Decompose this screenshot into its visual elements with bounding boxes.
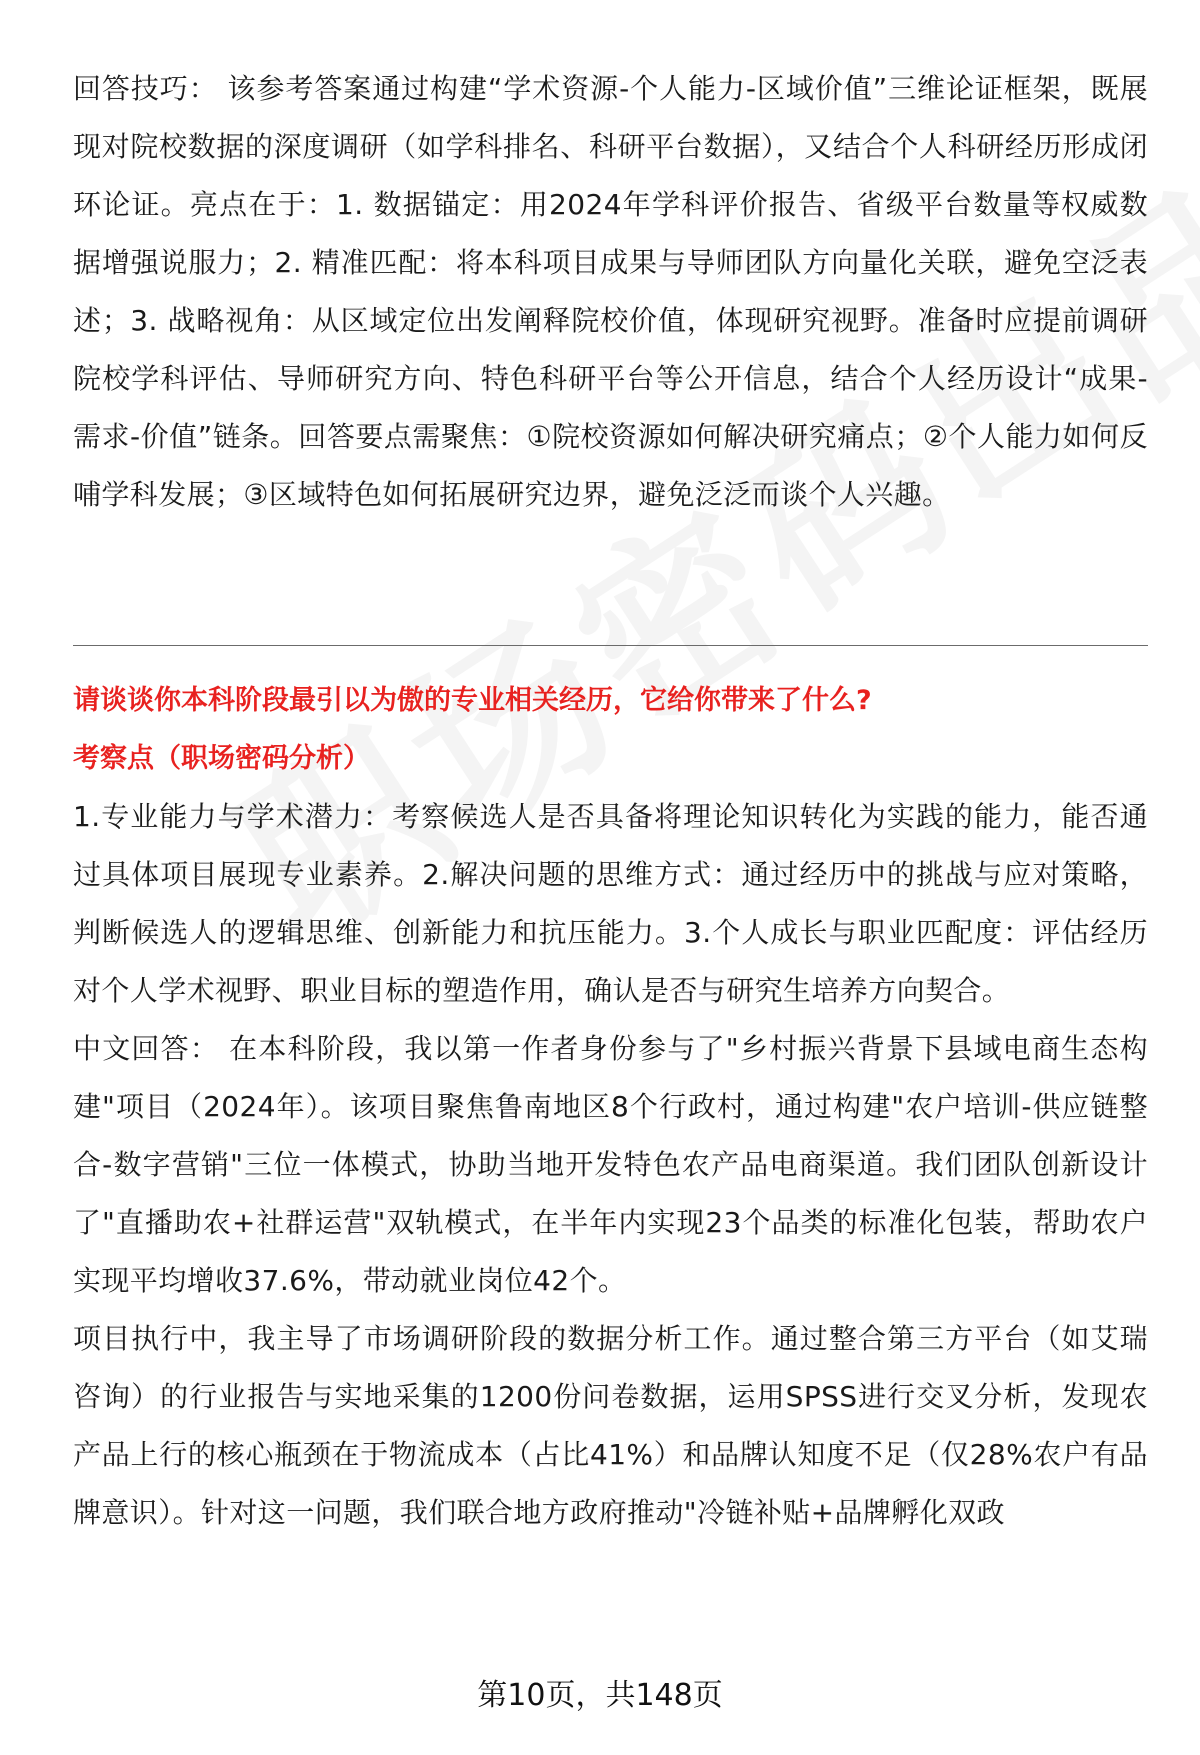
question-heading: 请谈谈你本科阶段最引以为傲的专业相关经历，它给你带来了什么? xyxy=(73,685,872,716)
chinese-answer-paragraph: 中文回答： 在本科阶段，我以第一作者身份参与了"乡村振兴背景下县域电商生态构建"项目（2024年）。该项目聚焦鲁南地区8个行政村，通过构建"农户培训-供应链整合-数字营销"三位一体模式，协助当地开发特色农产品电商渠道。我们团队创新设计了"直播助农+社群运营"双轨模式，在半年内实现23个品类的标准化包装，帮助农户实现平均增收37.6%，带动就业岗位42个。 xyxy=(73,1032,1148,1297)
question-section xyxy=(73,672,1148,1542)
section-divider xyxy=(73,645,1148,646)
assessment-subheading: 考察点（职场密码分析） xyxy=(73,743,370,774)
project-execution-paragraph: 项目执行中，我主导了市场调研阶段的数据分析工作。通过整合第三方平台（如艾瑞咨询）的行业报告与实地采集的1200份问卷数据，运用SPSS进行交叉分析，发现农产品上行的核心瓶颈在于物流成本（占比41%）和品牌认知度不足（仅28%农户有品牌意识）。针对这一问题，我们联合地方政府推动"冷链补贴+品牌孵化双政 xyxy=(73,1322,1148,1529)
page-number-footer: 第10页，共148页 xyxy=(477,1678,723,1713)
answer-tips-paragraph: 回答技巧： 该参考答案通过构建“学术资源-个人能力-区域价值”三维论证框架，既展现对院校数据的深度调研（如学科排名、科研平台数据），又结合个人科研经历形成闭环论证。亮点在于：1. 数据锚定：用2024年学科评价报告、省级平台数量等权威数据增强说服力；2. 精准匹配：将本科项目成果与导师团队方向量化关联，避免空泛表述；3. 战略视角：从区域定位出发阐释院校价值，体现研究视野。准备时应提前调研院校学科评估、导师研究方向、特色科研平台等公开信息，结合个人经历设计“成果-需求-价值”链条。回答要点需聚焦：①院校资源如何解决研究痛点；②个人能力如何反哺学科发展；③区域特色如何拓展研究边界，避免泛泛而谈个人兴趣。 xyxy=(73,72,1148,511)
assessment-points-paragraph: 1.专业能力与学术潜力：考察候选人是否具备将理论知识转化为实践的能力，能否通过具体项目展现专业素养。2.解决问题的思维方式：通过经历中的挑战与应对策略，判断候选人的逻辑思维、创新能力和抗压能力。3.个人成长与职业匹配度：评估经历对个人学术视野、职业目标的塑造作用，确认是否与研究生培养方向契合。 xyxy=(73,800,1148,1007)
answer-tips-section xyxy=(73,60,1148,524)
